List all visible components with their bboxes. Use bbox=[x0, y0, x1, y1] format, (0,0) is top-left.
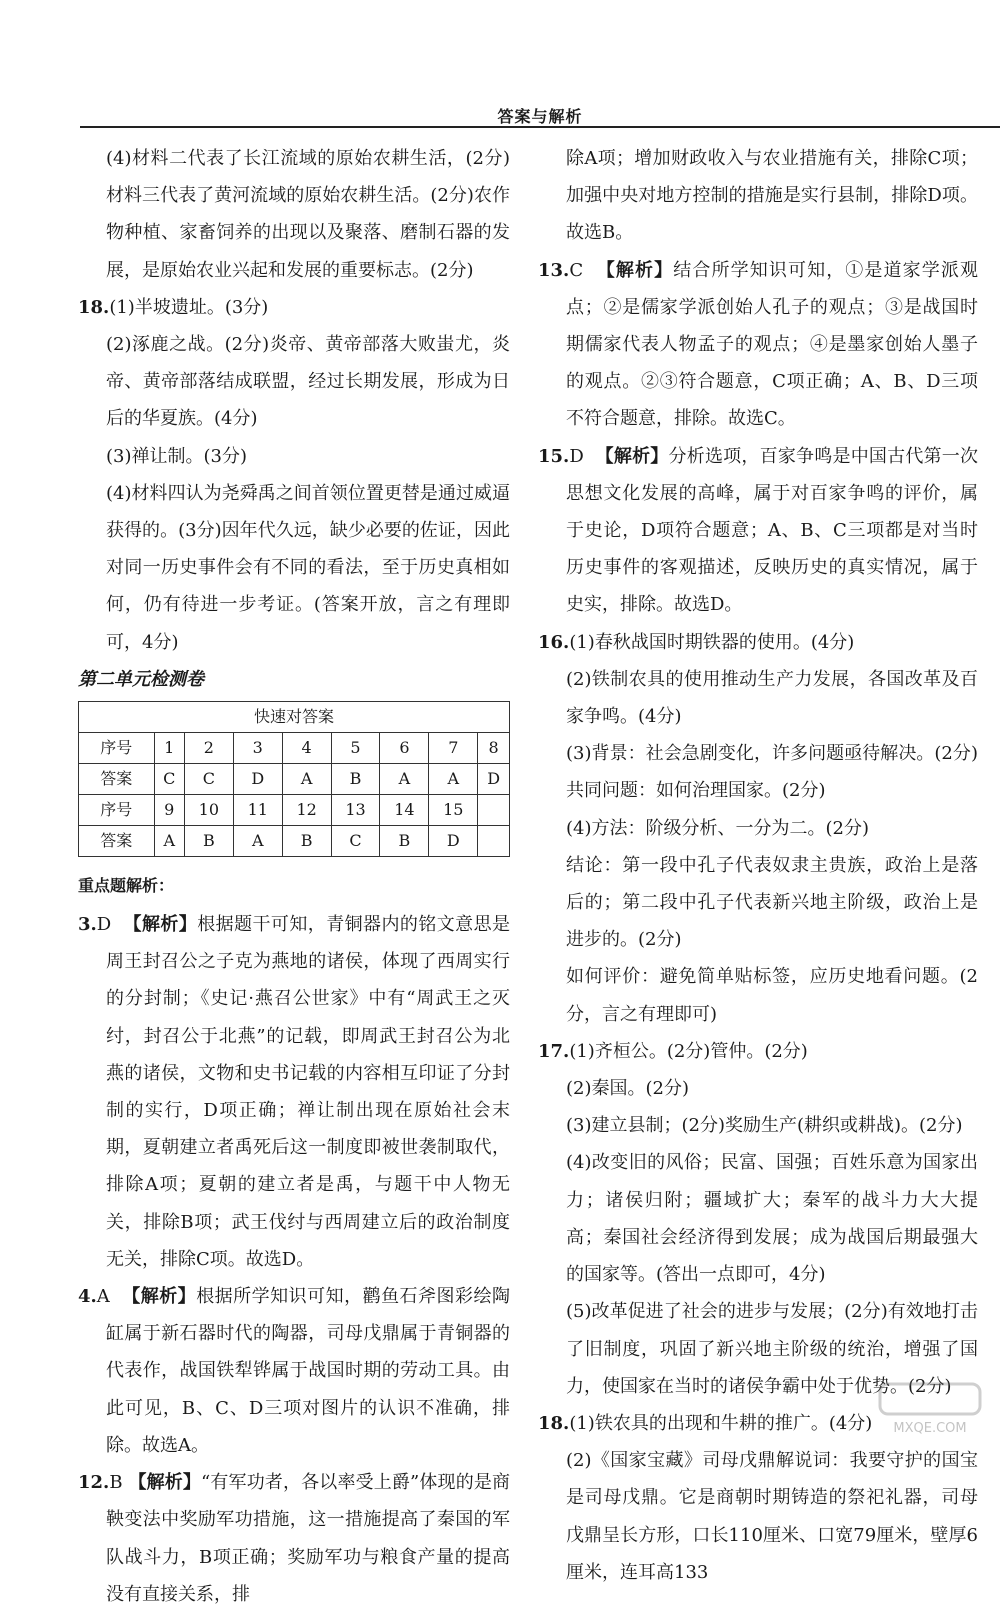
q15-tag: 【解析】 bbox=[595, 445, 669, 467]
row-label: 序号 bbox=[79, 732, 155, 763]
q17-part4: (4)改变旧的风俗；民富、国强；百姓乐意为国家出力；诸侯归附；疆域扩大；秦军的战斗力大大提高；秦国社会经济得到发展；成为战国后期最强大的国家等。(答出一点即可，4分) bbox=[566, 1152, 978, 1286]
table-cell: C bbox=[184, 763, 233, 794]
table-cell: A bbox=[282, 763, 331, 794]
q16-part2: (2)铁制农具的使用推动生产力发展，各国改革及百家争鸣。(4分) bbox=[566, 668, 978, 728]
q15-number: 15. bbox=[538, 445, 570, 467]
q3-text: 根据题干可知，青铜器内的铭文意思是周王封召公之子克为燕地的诸侯，体现了西周实行的分封制；《史记·燕召公世家》中有“周武王之灭纣，封召公于北燕”的记载，即周武王封召公为北燕的诸侯，文物和史书记载的内容相互印证了分封制的实行，D项正确；禅让制出现在原始社会末期，夏朝建立者禹死后这一制度即被世袭制取代，排除A项；夏朝的建立者是禹，与题干中人物无关，排除B项；武王伐纣与西周建立后的政治制度无关，排除C项。故选D。 bbox=[106, 914, 511, 1270]
row-label: 序号 bbox=[79, 794, 155, 825]
q16-answer bbox=[538, 624, 978, 661]
table-cell: C bbox=[154, 763, 184, 794]
q17-part2: (2)秦国。(2分) bbox=[566, 1078, 689, 1100]
table-cell: 13 bbox=[331, 794, 380, 825]
q4-tag: 【解析】 bbox=[122, 1286, 197, 1308]
q4-explanation bbox=[78, 1278, 510, 1464]
q3-number: 3. bbox=[78, 914, 97, 936]
q15-letter: D bbox=[569, 445, 584, 467]
q18-right-part1: (1)铁农具的出现和牛耕的推广。(4分) bbox=[569, 1412, 873, 1434]
q15-explanation bbox=[538, 438, 978, 624]
header-title: 答案与解析 bbox=[497, 107, 583, 126]
q4-number: 4. bbox=[78, 1286, 97, 1308]
q16-conclusion: 结论：第一段中孔子代表奴隶主贵族，政治上是落后的；第二段中孔子代表新兴地主阶级，政治上是进步的。(2分) bbox=[566, 854, 978, 951]
left-column bbox=[78, 140, 510, 1613]
table-caption: 快速对答案 bbox=[79, 701, 510, 732]
table-cell: D bbox=[478, 763, 510, 794]
table-row bbox=[79, 794, 510, 825]
q4-text: 根据所学知识可知，鹳鱼石斧图彩绘陶缸属于新石器时代的陶器，司母戊鼎属于青铜器的代表作，战国铁犁铧属于战国时期的劳动工具。由此可见，B、C、D三项对图片的认识不准确，排除。故选A。 bbox=[106, 1286, 511, 1456]
q12-tag: 【解析】 bbox=[128, 1472, 202, 1494]
q12-number: 12. bbox=[78, 1472, 110, 1494]
row-label: 答案 bbox=[79, 763, 155, 794]
q13-tag: 【解析】 bbox=[596, 259, 674, 281]
table-cell: A bbox=[380, 763, 429, 794]
q16-part3: (3)背景：社会急剧变化，许多问题亟待解决。(2分)共同问题：如何治理国家。(2分) bbox=[566, 743, 978, 802]
q12-explanation bbox=[78, 1464, 510, 1613]
table-cell: 11 bbox=[233, 794, 282, 825]
table-row bbox=[79, 732, 510, 763]
table-row bbox=[79, 763, 510, 794]
q3-tag: 【解析】 bbox=[123, 914, 198, 936]
q12-continued: 除A项；增加财政收入与农业措施有关，排除C项；加强中央对地方控制的措施是实行县制，排除D项。故选B。 bbox=[566, 148, 978, 244]
watermark-logo bbox=[870, 1380, 990, 1440]
table-cell: B bbox=[282, 825, 331, 856]
row-label: 答案 bbox=[79, 825, 155, 856]
q18-right-part2: (2)《国家宝藏》司母戊鼎解说词：我要守护的国宝是司母戊鼎。它是商朝时期铸造的祭祀礼器，司母戊鼎呈长方形，口长110厘米、口宽79厘米，壁厚6厘米，连耳高133 bbox=[566, 1450, 978, 1583]
table-cell: 2 bbox=[184, 732, 233, 763]
q18-part1: (1)半坡遗址。(3分) bbox=[109, 296, 269, 318]
q16-evaluation: 如何评价：避免简单贴标签，应历史地看问题。(2分，言之有理即可) bbox=[566, 966, 978, 1025]
table-cell: 1 bbox=[154, 732, 184, 763]
q18-part3: (3)禅让制。(3分) bbox=[106, 445, 247, 467]
key-questions-title: 重点题解析： bbox=[78, 875, 175, 895]
table-cell: A bbox=[429, 763, 478, 794]
section-title: 第二单元检测卷 bbox=[78, 668, 204, 690]
q16-part4: (4)方法：阶级分析、一分为二。(2分) bbox=[566, 817, 869, 839]
page-header bbox=[80, 100, 1000, 128]
q13-text: 结合所学知识可知，①是道家学派观点；②是儒家学派创始人孔子的观点；③是战国时期儒家代表人物孟子的观点；④是墨家创始人墨子的观点。②③符合题意，C项正确；A、B、D三项不符合题意，排除。故选C。 bbox=[566, 259, 979, 430]
q18-part2: (2)涿鹿之战。(2分)炎帝、黄帝部落大败蚩尤，炎帝、黄帝部落结成联盟，经过长期发展，形成为日后的华夏族。(4分) bbox=[106, 334, 510, 430]
q18-part4: (4)材料四认为尧舜禹之间首领位置更替是通过威逼获得的。(3分)因年代久远，缺少必要的佐证，因此对同一历史事件会有不同的看法，至于历史真相如何，仍有待进一步考证。(答案开放，言之有理即可，4分) bbox=[106, 482, 510, 653]
table-cell bbox=[478, 794, 510, 825]
q12-text: “有军功者，各以率受上爵”体现的是商鞅变法中奖励军功措施，这一措施提高了秦国的军队战斗力，B项正确；奖励军功与粮食产量的提高没有直接关系，排 bbox=[106, 1472, 510, 1605]
table-cell: B bbox=[380, 825, 429, 856]
q18-answer bbox=[78, 289, 510, 326]
q4-letter: A bbox=[96, 1286, 110, 1308]
table-cell: 9 bbox=[154, 794, 184, 825]
q17-part5: (5)改革促进了社会的进步与发展；(2分)有效地打击了旧制度，巩固了新兴地主阶级的统治，增强了国力，使国家在当时的诸侯争霸中处于优势。(2分) bbox=[566, 1301, 978, 1397]
q18-number: 18. bbox=[78, 296, 110, 318]
q16-part1: (1)春秋战国时期铁器的使用。(4分) bbox=[569, 631, 855, 653]
q18-right-number: 18. bbox=[538, 1412, 570, 1434]
table-cell: 5 bbox=[331, 732, 380, 763]
table-cell: 4 bbox=[282, 732, 331, 763]
table-cell: A bbox=[233, 825, 282, 856]
table-cell: 10 bbox=[184, 794, 233, 825]
table-cell: A bbox=[154, 825, 184, 856]
q17-part1: (1)齐桓公。(2分)管仲。(2分) bbox=[569, 1040, 808, 1062]
q17-number: 17. bbox=[538, 1040, 570, 1062]
watermark-text: MXQE.COM bbox=[893, 1421, 967, 1436]
q15-text: 分析选项，百家争鸣是中国古代第一次思想文化发展的高峰，属于对百家争鸣的评价，属于史论，D项符合题意；A、B、C三项都是对当时历史事件的客观描述，反映历史的真实情况，属于史实，排除。故选D。 bbox=[566, 445, 979, 616]
table-cell: 7 bbox=[429, 732, 478, 763]
table-cell bbox=[478, 825, 510, 856]
table-cell: D bbox=[233, 763, 282, 794]
q13-explanation bbox=[538, 252, 978, 438]
table-cell: B bbox=[331, 763, 380, 794]
q3-explanation bbox=[78, 906, 510, 1278]
q17-part4-answer: (4)材料二代表了长江流域的原始农耕生活，(2分)材料三代表了黄河流域的原始农耕生活。(2分)农作物种植、家畜饲养的出现以及聚落、磨制石器的发展，是原始农业兴起和发展的重要标志。(2分) bbox=[106, 148, 510, 281]
table-cell: 3 bbox=[233, 732, 282, 763]
q3-letter: D bbox=[96, 914, 112, 936]
table-cell: 8 bbox=[478, 732, 510, 763]
table-row bbox=[79, 825, 510, 856]
q13-letter: C bbox=[569, 259, 584, 281]
q17-answer bbox=[538, 1033, 978, 1070]
table-cell: D bbox=[429, 825, 478, 856]
q16-number: 16. bbox=[538, 631, 570, 653]
answer-table bbox=[78, 701, 510, 857]
table-cell: C bbox=[331, 825, 380, 856]
table-cell: B bbox=[184, 825, 233, 856]
table-cell: 15 bbox=[429, 794, 478, 825]
table-cell: 14 bbox=[380, 794, 429, 825]
q12-letter: B bbox=[109, 1472, 123, 1494]
table-cell: 6 bbox=[380, 732, 429, 763]
table-cell: 12 bbox=[282, 794, 331, 825]
q17-part3: (3)建立县制；(2分)奖励生产(耕织或耕战)。(2分) bbox=[566, 1115, 963, 1137]
q13-number: 13. bbox=[538, 259, 570, 281]
right-column bbox=[538, 140, 978, 1591]
